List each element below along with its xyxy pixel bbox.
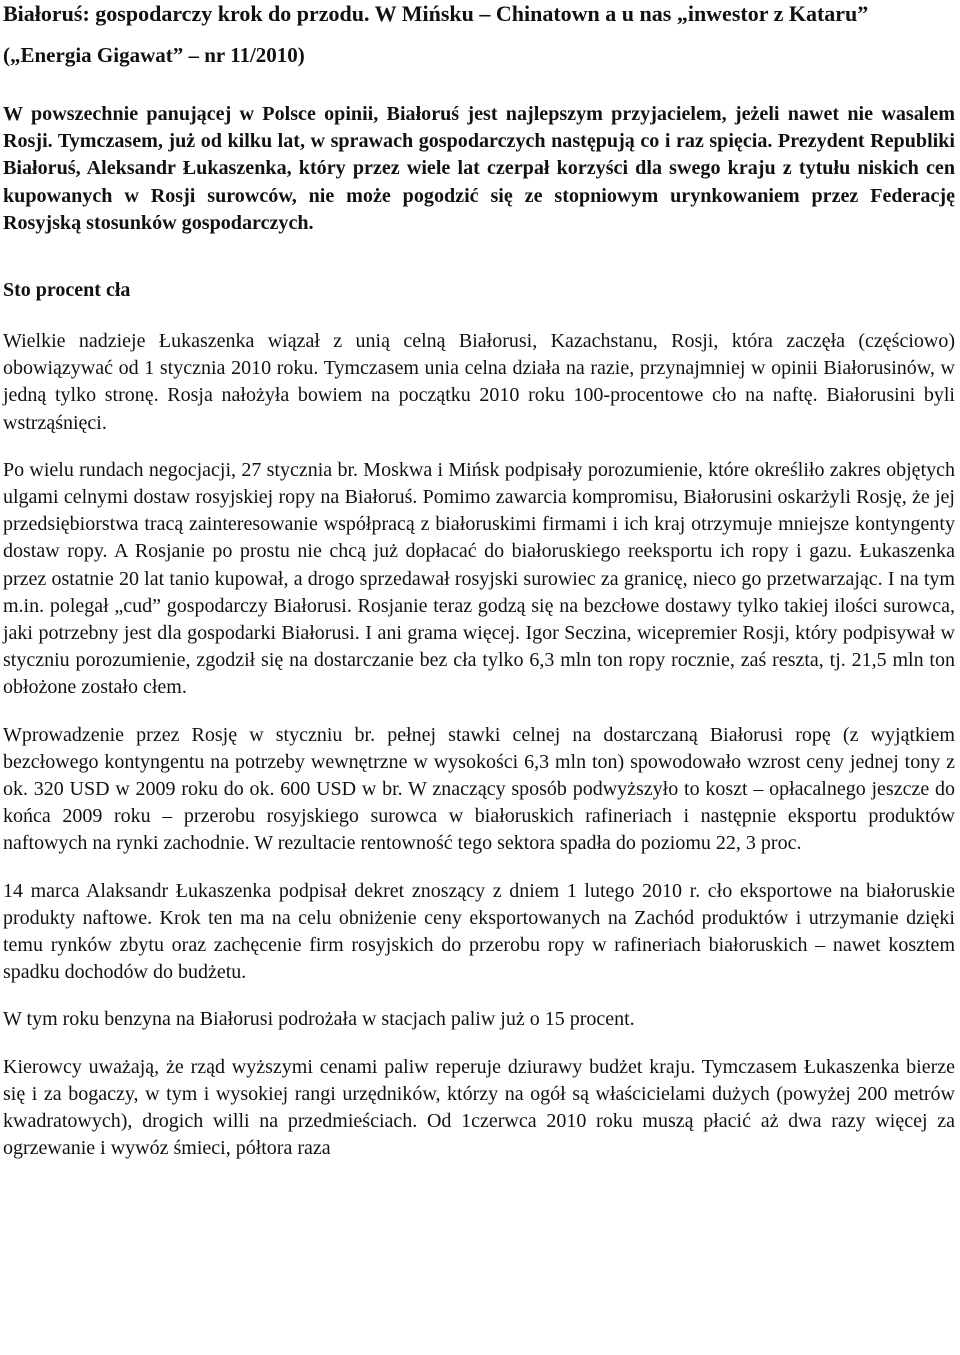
article-lead: W powszechnie panującej w Polsce opinii, Białoruś jest najlepszym przyjacielem, jeżeli nawet nie wasalem Rosji. Tymczasem, już od kilku lat, w sprawach gospodarczych następują co i raz spięcia. Prezydent Republiki Białoruś, Aleksandr Łukaszenka, który przez wiele lat czerpał korzyści dla swego kraju z tytułu niskich cen kupowanych w Rosji surowców, nie może pogodzić się ze stopniowym urynkowaniem przez Federację Rosyjską stosunków gospodarczych. (3, 103, 955, 234)
body-paragraph: Kierowcy uważają, że rząd wyższymi cenami paliw reperuje dziurawy budżet kraju. Tymczasem Łukaszenka bierze się i za bogaczy, w tym i wysokiej rangi urzędników, którzy na ogół są właścicielami dużych (powyżej 200 metrów kwadratowych), drogich willi na przedmieściach. Od 1czerwca 2010 roku muszą płacić aż dwa razy więcej za ogrzewanie i wywóz śmieci, półtora raza (3, 1055, 955, 1160)
article-source: („Energia Gigawat” – nr 11/2010) (3, 43, 305, 67)
body-paragraph: Wielkie nadzieje Łukaszenka wiązał z unią celną Białorusi, Kazachstanu, Rosji, która zaczęła (częściowo) obowiązywać od 1 stycznia 2010 roku. Tymczasem unia celna działa na razie, przynajmniej w opinii Białorusinów, w jedną tylko stronę. Rosja nałożyła bowiem na początku 2010 roku 100-procentowe cło na naftę. Białorusini byli wstrząśnięci. (3, 330, 955, 434)
body-paragraph: 14 marca Alaksandr Łukaszenka podpisał dekret znoszący z dniem 1 lutego 2010 r. cło eksportowe na białoruskie produkty naftowe. Krok ten ma na celu obniżenie ceny eksportowanych na Zachód produktów i utrzymanie dzięki temu rynków zbytu oraz zachęcenie firm rosyjskich do przerobu ropy w rafineriach białoruskich – nawet kosztem spadku dochodów do budżetu. (3, 879, 955, 984)
body-paragraph: Wprowadzenie przez Rosję w styczniu br. pełnej stawki celnej na dostarczaną Białorusi ropę (z wyjątkiem bezcłowego kontyngentu na potrzeby wewnętrzne w wysokości 6,3 mln ton) spowodowało wzrost ceny jednej tony z ok. 320 USD w 2009 roku do ok. 600 USD w br. W znaczący sposób podwyższyło to koszt – opłacalnego jeszcze do końca 2009 roku – przerobu rosyjskiego surowca w białoruskich rafineriach i następnie eksportu produktów naftowych na rynki zachodnie. W rezultacie rentowność tego sektora spadła do poziomu 22, 3 proc. (3, 723, 955, 855)
document-page (3, 0, 955, 1163)
article-title: Białoruś: gospodarczy krok do przodu. W Mińsku – Chinatown a u nas „inwestor z Kataru” (3, 1, 869, 26)
section-heading: Sto procent cła (3, 279, 131, 302)
body-paragraph: W tym roku benzyna na Białorusi podrożała w stacjach paliw już o 15 procent. (3, 1008, 635, 1031)
body-paragraph: Po wielu rundach negocjacji, 27 stycznia br. Moskwa i Mińsk podpisały porozumienie, które określiło zakres objętych ulgami celnymi dostaw rosyjskiej ropy na Białoruś. Pomimo zawarcia kompromisu, Białorusini oskarżyli Rosję, że jej przedsiębiorstwa tracą zainteresowanie współpracą z białoruskimi firmami i ich kraj otrzymuje mniejsze kontyngenty dostaw ropy. A Rosjanie po prostu nie chcą już dopłacać do białoruskiego reeksportu ich ropy i gazu. Łukaszenka przez ostatnie 20 lat tanio kupował, a drogo sprzedawał rosyjski surowiec za granicę, nieco go przetwarzając. I na tym m.in. polegał „cud” gospodarczy Białorusi. Rosjanie teraz godzą się na bezcłowe dostawy tylko takiej ilości surowca, jaki potrzebny jest dla gospodarki Białorusi. I ani grama więcej. Igor Seczina, wicepremier Rosji, który podpisywał w styczniu porozumienie, zgodził się na dostarczanie bez cła tylko 6,3 mln ton ropy rocznie, zaś reszta, tj. 21,5 mln ton obłożone zostało cłem. (3, 458, 955, 699)
